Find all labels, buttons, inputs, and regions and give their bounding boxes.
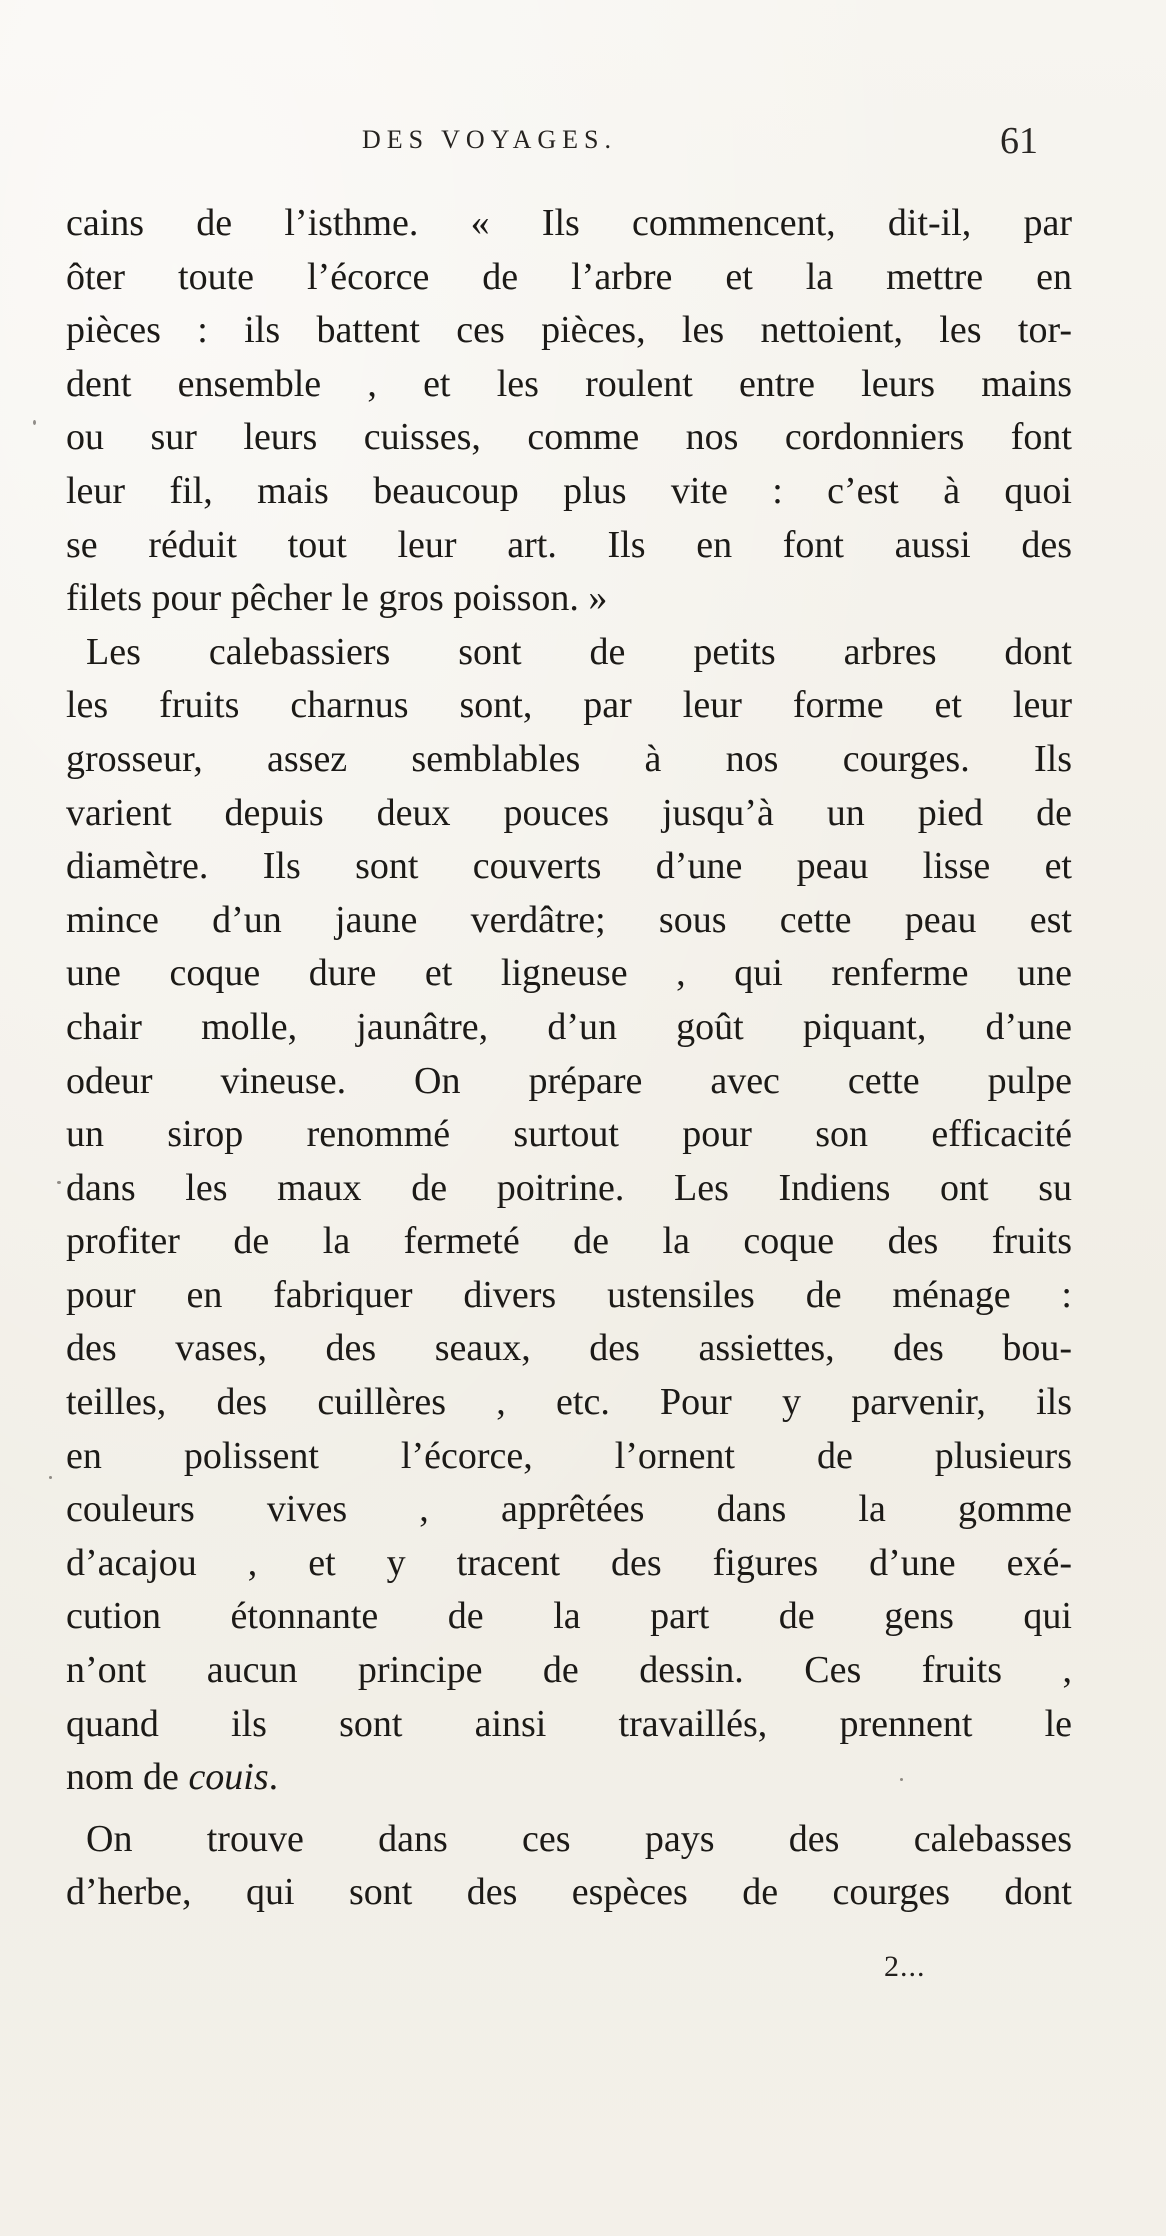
catchword: 2... [884,1950,926,1983]
text-line: des vases, des seaux, des assiettes, des bou- [66,1327,1072,1370]
text-line: ôter toute l’écorce de l’arbre et la mettre en [66,255,1072,298]
text-line: pièces : ils battent ces pièces, les nettoient, les tor- [66,309,1072,352]
text-line: couleurs vives , apprêtées dans la gomme [66,1488,1072,1531]
running-title: DES VOYAGES. [362,125,617,154]
text-line: chair molle, jaunâtre, d’un goût piquant, d’une [66,1005,1072,1048]
text-line: leur fil, mais beaucoup plus vite : c’est à quoi [66,469,1072,512]
text-line-final [66,1751,1072,1805]
text-line: cains de l’isthme. « Ils commencent, dit-il, par [66,202,1072,244]
text-line: dent ensemble , et les roulent entre leurs mains [66,362,1072,405]
text-line: d’acajou , et y tracent des figures d’une exé- [66,1541,1072,1584]
paragraph-first-line: On trouve dans ces pays des calebasses [86,1817,1072,1860]
text-line: une coque dure et ligneuse , qui renferme une [66,952,1072,995]
text-line: ou sur leurs cuisses, comme nos cordonniers font [66,416,1072,459]
text-line: profiter de la fermeté de la coque des fruits [66,1220,1072,1263]
text-line: pour en fabriquer divers ustensiles de ménage : [66,1273,1072,1316]
text-line: filets pour pêcher le gros poisson. » [66,577,608,620]
text-line: les fruits charnus sont, par leur forme et leur [66,684,1072,727]
paragraph-first-line: Les calebassiers sont de petits arbres dont [86,630,1072,673]
text-line: quand ils sont ainsi travaillés, prennent le [66,1702,1072,1745]
text-run: nom de [66,1756,189,1799]
text-line: en polissent l’écorce, l’ornent de plusieurs [66,1434,1072,1477]
text-line: grosseur, assez semblables à nos courges. Ils [66,737,1072,780]
paper-speck [49,1476,52,1479]
text-run-end: . [268,1756,279,1799]
paper-speck [57,1181,61,1184]
text-line: cution étonnante de la part de gens qui [66,1595,1072,1638]
text-line: teilles, des cuillères , etc. Pour y parvenir, ils [66,1381,1072,1424]
text-line: diamètre. Ils sont couverts d’une peau lisse et [66,845,1072,888]
paragraph-gap [66,1805,1072,1813]
text-line: d’herbe, qui sont des espèces de courges dont [66,1871,1072,1914]
page-number: 61 [1000,120,1038,162]
text-line: dans les maux de poitrine. Les Indiens ont su [66,1166,1072,1209]
text-line: odeur vineuse. On prépare avec cette pulpe [66,1059,1072,1102]
paper-speck [33,420,36,425]
italic-term: couis [188,1756,269,1799]
text-line: mince d’un jaune verdâtre; sous cette peau est [66,898,1072,941]
paper-speck [900,1778,903,1781]
text-line: un sirop renommé surtout pour son efficacité [66,1113,1072,1156]
text-line: varient depuis deux pouces jusqu’à un pied de [66,791,1072,834]
body-text [66,197,1072,1920]
text-line: n’ont aucun principe de dessin. Ces fruits , [66,1649,1072,1692]
running-head [0,120,1166,167]
text-line: se réduit tout leur art. Ils en font aussi des [66,523,1072,566]
